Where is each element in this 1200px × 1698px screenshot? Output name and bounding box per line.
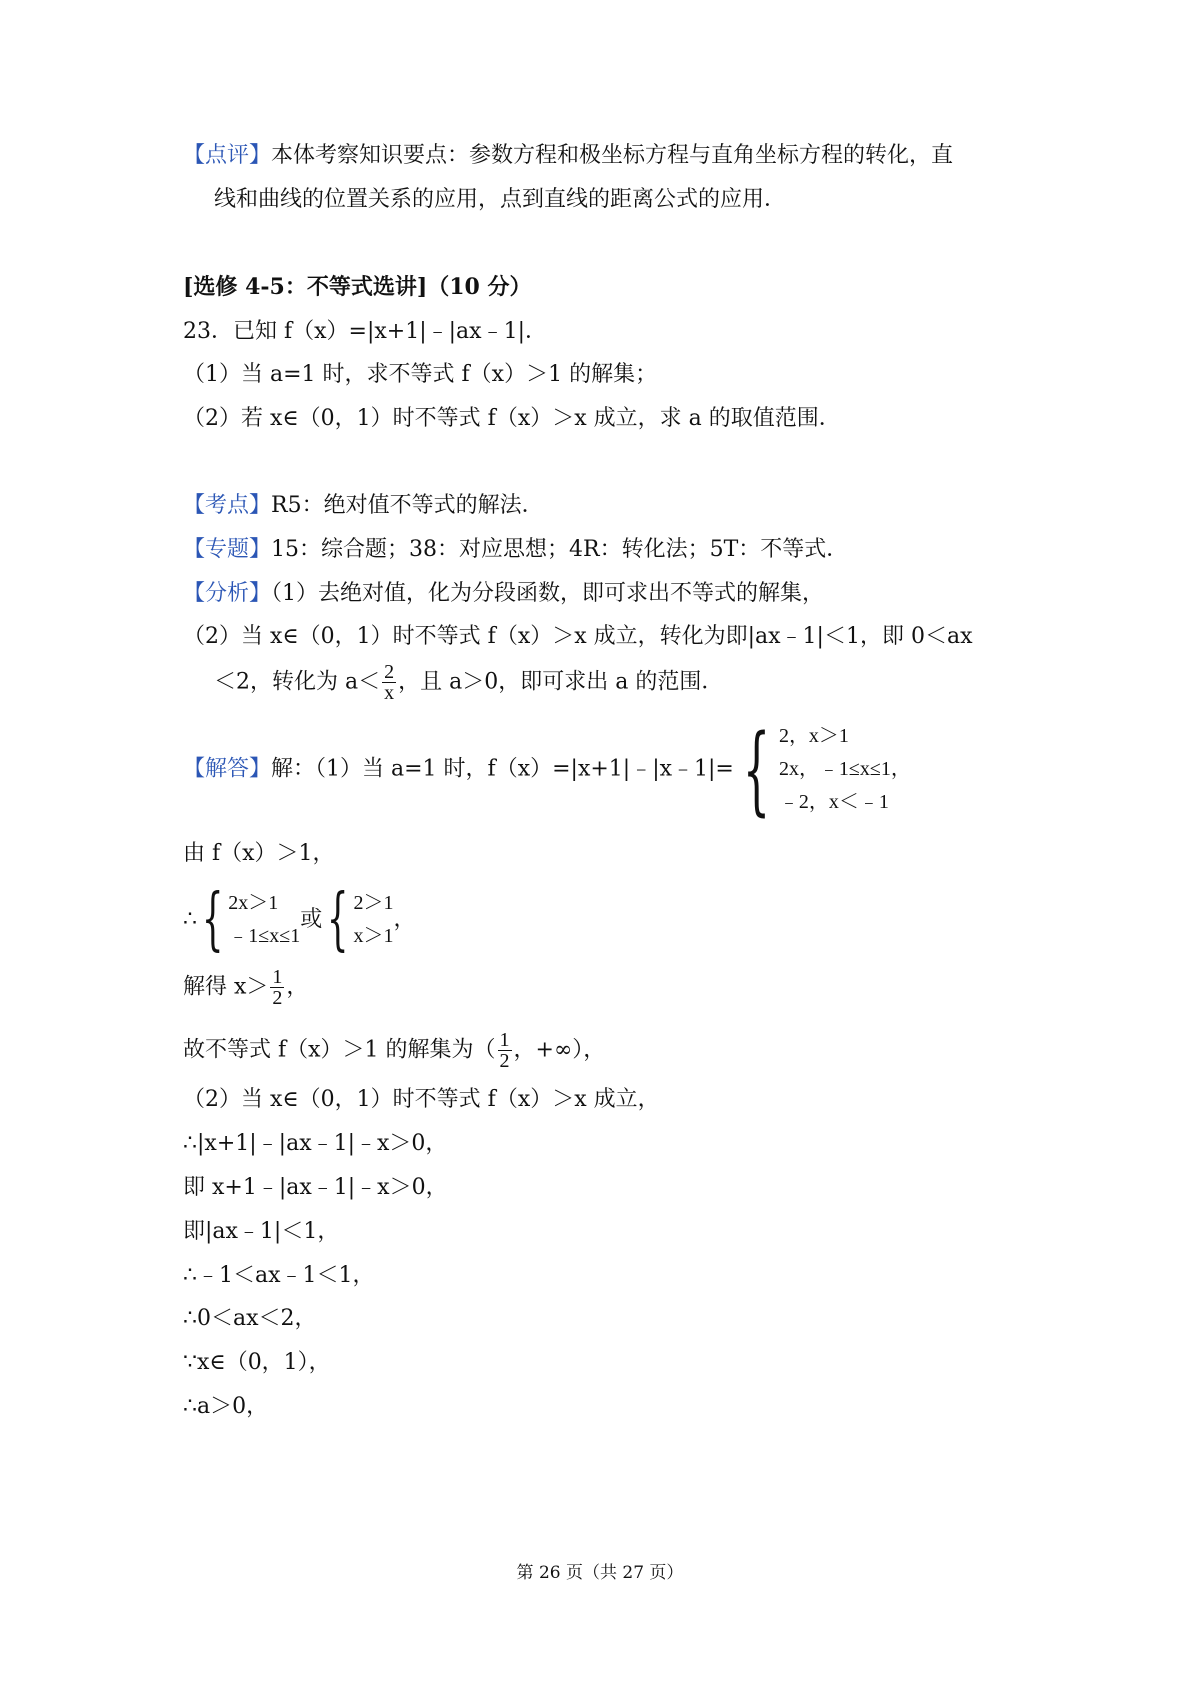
comment-line-1 [183,141,953,171]
jieda-tag: 【解答】 [183,756,272,782]
sol-line-12: ∴a＞0， [183,1394,269,1419]
left-brace-icon: { [201,880,224,959]
zhuanti-tag: 【专题】 [183,537,272,562]
left-brace-icon: { [742,713,771,826]
comment-tag: 【点评】 [183,143,272,168]
sol-line-3 [183,967,308,1008]
sol-systems-line [183,880,416,959]
jieda-line [183,713,911,826]
fenxi-text-1: （1）去绝对值，化为分段函数，即可求出不等式的解集， [271,581,825,606]
case-1: 2，x＞1 [778,725,849,747]
fraction-numerator: 1 [499,1029,510,1051]
sol-line-10: ∴0＜ax＜2， [183,1306,317,1331]
left-brace-icon: { [327,880,349,959]
sol-line-7: 即 x+1﹣|ax﹣1|﹣x＞0， [183,1175,448,1200]
problem-q2: （2）若 x∈（0，1）时不等式 f（x）＞x 成立，求 a 的取值范围． [183,406,841,431]
sol-line-8: 即|ax﹣1|＜1， [183,1219,340,1244]
system-b [322,880,394,959]
kaodian-line [183,491,544,521]
comment-text-2: 线和曲线的位置关系的应用，点到直线的距离公式的应用． [214,187,787,212]
system-b-row-2: x＞1 [353,925,394,947]
fraction-denominator: x [384,682,395,704]
sol-line-4-pre: 故不等式 f（x）＞1 的解集为（ [183,1037,496,1063]
fraction-1-over-2 [498,1030,512,1071]
sol-line-3-pre: 解得 x＞ [183,974,269,1000]
problem-stem: 23．已知 f（x）=|x+1|﹣|ax﹣1|． [183,319,547,344]
fenxi-line-1 [183,579,824,609]
systems-end: ， [393,907,416,932]
fraction-numerator: 1 [272,966,283,988]
or-word: 或 [300,907,323,932]
sol-line-4-post: ，+∞）， [513,1037,606,1063]
fenxi-line-2: （2）当 x∈（0，1）时不等式 f（x）＞x 成立，转化为即|ax﹣1|＜1，即 0＜ax [183,624,973,649]
sol-line-5: （2）当 x∈（0，1）时不等式 f（x）＞x 成立， [183,1087,660,1112]
therefore-symbol: ∴ [183,907,197,932]
sol-line-11: ∵x∈（0，1）， [183,1350,331,1375]
kaodian-text: R5：绝对值不等式的解法． [271,493,544,518]
comment-text-1: 本体考察知识要点：参数方程和极坐标方程与直角坐标方程的转化，直 [271,143,954,168]
page-footer: 第 26 页（共 27 页） [516,1563,684,1583]
system-a-row-1: 2x＞1 [228,892,279,914]
fenxi-line-3-post: ，且 a＞0，即可求出 a 的范围． [398,669,724,695]
sol-line-4 [183,1030,605,1071]
sol-line-6: ∴|x+1|﹣|ax﹣1|﹣x＞0， [183,1131,448,1156]
problem-q1: （1）当 a=1 时，求不等式 f（x）＞1 的解集； [183,362,658,387]
jieda-text: 解：（1）当 a=1 时，f（x）=|x+1|﹣|x﹣1|= [271,756,734,782]
fraction-denominator: 2 [499,1050,510,1072]
sol-line-9: ∴﹣1＜ax﹣1＜1， [183,1263,375,1288]
sol-line-3-post: ， [286,974,309,1000]
fraction-1-over-2 [270,967,284,1008]
fraction-numerator: 2 [384,661,395,683]
fenxi-line-3-pre: ＜2，转化为 a＜ [214,669,381,695]
section-title: [选修 4-5：不等式选讲]（10 分） [183,274,532,300]
fraction-2-over-x [382,662,396,703]
fraction-denominator: 2 [272,987,283,1009]
sol-line-1: 由 f（x）＞1， [183,841,335,866]
fenxi-line-3 [214,662,723,703]
zhuanti-line [183,535,848,565]
case-2: 2x，﹣1≤x≤1， [778,758,911,780]
system-b-row-1: 2＞1 [353,892,394,914]
fenxi-tag: 【分析】 [183,581,272,606]
zhuanti-text: 15：综合题；38：对应思想；4R：转化法；5T：不等式． [271,537,849,562]
case-3: ﹣2，x＜﹣1 [778,791,889,813]
system-a [197,880,301,959]
system-a-row-2: ﹣1≤x≤1 [228,925,301,947]
kaodian-tag: 【考点】 [183,493,272,518]
piecewise-system [734,713,911,826]
